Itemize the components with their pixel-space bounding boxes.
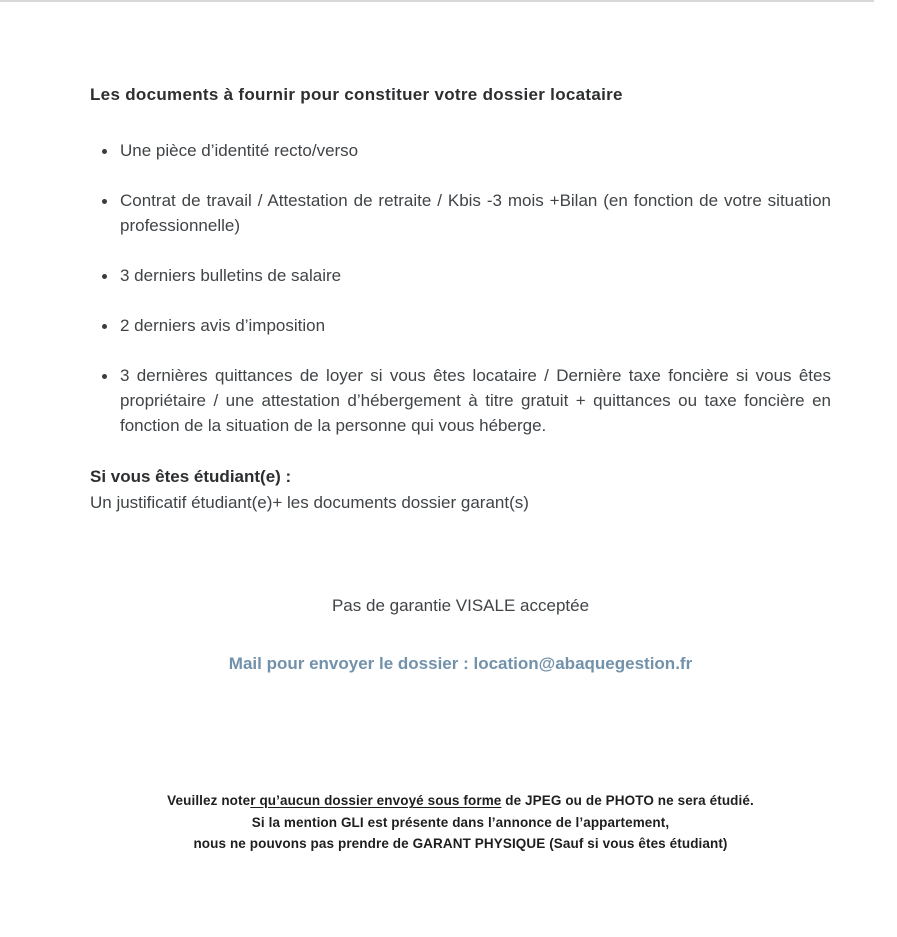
bullet-dot-icon (102, 149, 107, 154)
footer-line1 (90, 790, 831, 812)
list-item-text: 3 dernières quittances de loyer si vous êtes locataire / Dernière taxe foncière si vous êtes propriétaire / une attestation d’hébergement à titre gratuit + quittances ou taxe foncière en fonction de la situation de la personne qui vous héberge. (120, 366, 831, 436)
visale-note: Pas de garantie VISALE acceptée (331, 596, 590, 616)
footer-line1-pre: Veuillez note (167, 793, 251, 809)
page-title: Les documents à fournir pour constituer votre dossier locataire (90, 85, 623, 104)
mail-label: Mail pour envoyer le dossier : (228, 654, 474, 674)
list-item (90, 188, 831, 238)
list-item-text: Une pièce d’identité recto/verso (120, 141, 359, 161)
documents-list (90, 138, 831, 438)
student-requirements: Un justificatif étudiant(e)+ les documents dossier garant(s) (90, 493, 529, 513)
footer-line1-underlined: r qu’aucun dossier envoyé sous forme (250, 793, 502, 809)
bullet-dot-icon (102, 374, 107, 379)
footer-note (90, 790, 831, 855)
bullet-dot-icon (102, 199, 107, 204)
mail-instruction (90, 651, 831, 676)
footer-line2: Si la mention GLI est présente dans l’annonce de l’appartement, (251, 814, 670, 830)
student-heading: Si vous êtes étudiant(e) : (90, 467, 292, 487)
list-item (90, 313, 831, 338)
bullet-dot-icon (102, 324, 107, 329)
footer-line1-post: de JPEG ou de PHOTO ne sera étudié. (501, 793, 754, 809)
bullet-dot-icon (102, 274, 107, 279)
student-section (90, 464, 831, 516)
top-divider (0, 0, 874, 2)
list-item-text: 2 derniers avis d’imposition (120, 316, 326, 336)
list-item (90, 263, 831, 288)
footer-line3: nous ne pouvons pas prendre de GARANT PHYSIQUE (Sauf si vous êtes étudiant) (193, 836, 728, 852)
email-address: location@abaquegestion.fr (473, 654, 693, 674)
list-item (90, 138, 831, 163)
list-item-text: 3 derniers bulletins de salaire (120, 266, 342, 286)
list-item-text: Contrat de travail / Attestation de retraite / Kbis -3 mois +Bilan (en fonction de votre situation professionnelle) (120, 191, 831, 236)
list-item (90, 363, 831, 438)
